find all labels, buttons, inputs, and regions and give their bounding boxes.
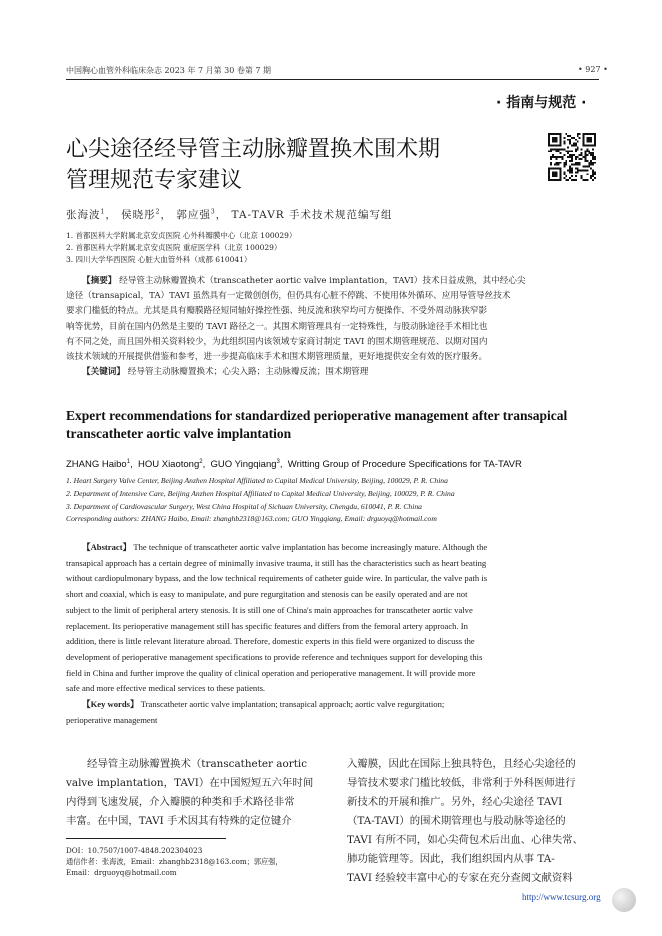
abstract-cn-label: 【摘要】 [82,276,117,286]
body-column-right [347,755,605,888]
body-line: 入瓣膜，因此在国际上独具特色，且经心尖途径的 [347,758,576,770]
abstract-en-line: safe and more effective medical services to these patients. [66,683,266,694]
title-en-line2: transcatheter aortic valve implantation [66,426,292,441]
keywords-cn-label: 【关键词】 [82,367,125,378]
header-rule [66,79,599,80]
abstract-cn-line: 响等优势，目前在国内仍然是主要的 TAVI 路径之一。其围术期管理具有一定特殊性，与股动脉途径手术相比也 [66,321,488,332]
author-cn-1: 张海波 [66,209,101,221]
abstract-en-line: without cardiopulmonary bypass, and the low technical requirements of catheter guide wire. In particular, the valve path is [66,573,488,584]
title-cn [66,134,440,196]
decorative-ball-icon [612,888,636,912]
abstract-en-line: short and coaxial, which is easy to manipulate, and pure regurgitation and stenosis can be easily operated and are not [66,589,468,600]
corresponding-footnote-1: 通信作者：张海波，Email：zhanghb2318@163.com；郭应强， [66,857,283,866]
abstract-cn-line: 要求门槛低的特点。尤其是具有瓣膜路径短同轴好操控性强、纯反流和狭窄均可方便操作、不受外周动脉狭窄影 [66,306,488,317]
section-tag: · 指南与规范 · [496,95,587,111]
body-line: 经导管主动脉瓣置换术（transcatheter aortic [87,758,308,770]
body-line: valve implantation，TAVI）在中国短短五六年时间 [66,777,314,789]
abstract-en-line: replacement. Its perioperative management still has specific features and differs from the femoral artery approach. In [66,620,468,631]
keywords-en-line1: Transcatheter aortic valve implantation; transapical approach; aortic valve regurgitation; [140,699,445,710]
title-cn-line2: 管理规范专家建议 [66,168,243,193]
affiliation-en-1: 1. Heart Surgery Valve Center, Beijing Anzhen Hospital Affiliated to Capital Medical University, Beijing, 100029, P. R. China [66,476,448,485]
author-cn-1-sup: 1 [100,208,106,216]
author-en-4: Writting Group of Procedure Specifications for TA-TAVR [287,459,522,471]
author-en-1-sup: 1 [126,459,131,465]
body-line: TAVI 经验较丰富中心的专家在充分查阅文献资料 [347,872,573,884]
keywords-en-line2: perioperative management [66,714,158,725]
title-en [66,407,606,443]
author-sep: ， [160,209,172,221]
affiliation-cn-3: 3. 四川大学华西医院 心脏大血管外科（成都 610041） [66,255,252,264]
author-cn-3: 郭应强 [176,209,211,221]
author-en-2-sup: 2 [199,459,203,465]
abstract-cn-line: 有不同之处，而且国外相关资料较少，为此组织国内该领域专家商讨制定 TAVI 的围术期管理规范、以期对国内 [66,336,488,347]
title-en-line1: Expert recommendations for standardized perioperative management after transapical [66,408,568,423]
affiliation-en-2: 2. Department of Intensive Care, Beijing Anzhen Hospital Affiliated to Capital Medical University, Beijing, 100029, P. R. China [66,488,455,498]
corresponding-authors-en: Corresponding authors: ZHANG Haibo, Email: zhanghb2318@163.com; GUO Yingqiang, Email: drguoyq@hotmail.com [66,514,437,524]
author-sep: , [202,459,206,471]
body-line: 导管技术要求门槛比较低，非常利于外科医师进行 [347,777,576,789]
author-sep: ， [105,209,117,221]
affiliation-cn-2: 2. 首都医科大学附属北京安贞医院 重症医学科（北京 100029） [66,243,282,252]
footer-url[interactable]: http://www.tcsurg.org [522,892,601,902]
corresponding-footnote-2: Email：drguoyq@hotmail.com [66,868,177,877]
abstract-en-line: addition, there is little relevant literature abroad. Therefore, domestic experts in this field were organized to discuss the [66,636,475,647]
qr-code-icon [548,133,596,181]
running-header-page: • 927 • [578,65,608,74]
abstract-en-line: development of perioperative management specifications to provide reference and techniques support for developing this [66,651,483,662]
abstract-en-line: transapical approach has a certain degree of minimally invasive trauma, it still has the characteristics such as heart beating [66,557,487,568]
running-header-journal: 中国胸心血管外科临床杂志 2023 年 7 月第 30 卷第 7 期 [66,66,272,75]
authors-cn [66,207,393,222]
author-cn-4: TA-TAVR 手术技术规范编写组 [231,209,393,221]
body-line: （TA-TAVI）的围术期管理也与股动脉等途径的 [347,815,566,827]
author-cn-3-sup: 3 [210,208,216,216]
author-sep: , [279,459,283,471]
title-cn-line1: 心尖途径经导管主动脉瓣置换术围术期 [66,137,441,162]
author-en-3: GUO Yingqiang [210,459,277,471]
authors-en [66,459,522,470]
body-line: 丰富。在中国，TAVI 手术因其有特殊的定位键介 [66,815,292,827]
body-line: 内得到飞速发展，介入瓣膜的种类和手术路径非常 [66,796,295,808]
body-column-left [66,755,328,831]
affiliation-cn-1: 1. 首都医科大学附属北京安贞医院 心外科瓣膜中心（北京 100029） [66,231,297,240]
body-line: 新技术的开展和推广。另外，经心尖途径 TAVI [347,796,563,808]
keywords-en-label: 【Key words】 [82,699,139,710]
abstract-en-label: 【Abstract】 [82,542,132,552]
keywords-cn-text: 经导管主动脉瓣置换术；心尖入路；主动脉瓣反流；围术期管理 [127,367,369,378]
abstract-cn-line: 该技术领域的开展提供借鉴和参考，进一步提高临床手术和围术期管理质量，更好地提供安全有效的医疗服务。 [66,352,488,363]
author-en-3-sup: 3 [276,459,280,465]
author-sep: ， [215,209,228,221]
abstract-en-line: field in China and further improve the quality of clinical operation and perioperative management. It will provide more [66,667,476,678]
affiliations-cn [66,230,296,266]
doi: DOI：10.7507/1007-4848.202304023 [66,846,203,855]
footnote-rule [66,838,226,839]
body-line: TAVI 有所不同，如心尖荷包术后出血、心律失常、 [347,834,584,846]
author-en-2: HOU Xiaotong [137,459,200,471]
author-en-1: ZHANG Haibo [66,459,127,471]
affiliations-en [66,475,455,526]
author-sep: , [130,459,133,471]
author-cn-2-sup: 2 [155,208,161,216]
body-line: 肺功能管理等。因此，我们组织国内从事 TA- [347,853,555,865]
footnote [66,845,331,878]
abstract-cn-line: 途径（transapical，TA）TAVI 虽然具有一定微创创伤，但仍具有心脏不停跳、不使用体外循环、应用导管导丝技术 [66,291,511,302]
affiliation-en-3: 3. Department of Cardiovascular Surgery, West China Hospital of Sichuan University, Chengdu, 610041, P. R. China [66,501,422,511]
abstract-en [66,540,558,728]
abstract-cn-line: 经导管主动脉瓣置换术（transcatheter aortic valve implantation，TAVI）技术日益成熟，其中经心尖 [119,276,526,286]
abstract-en-line: The technique of transcatheter aortic valve implantation has become increasingly mature. Although the [133,542,488,552]
abstract-cn [66,274,562,380]
author-cn-2: 侯晓彤 [121,209,156,221]
abstract-en-line: subject to the limit of peripheral artery stenosis. It is still one of China's main approaches for transcatheter aortic valve [66,604,473,615]
